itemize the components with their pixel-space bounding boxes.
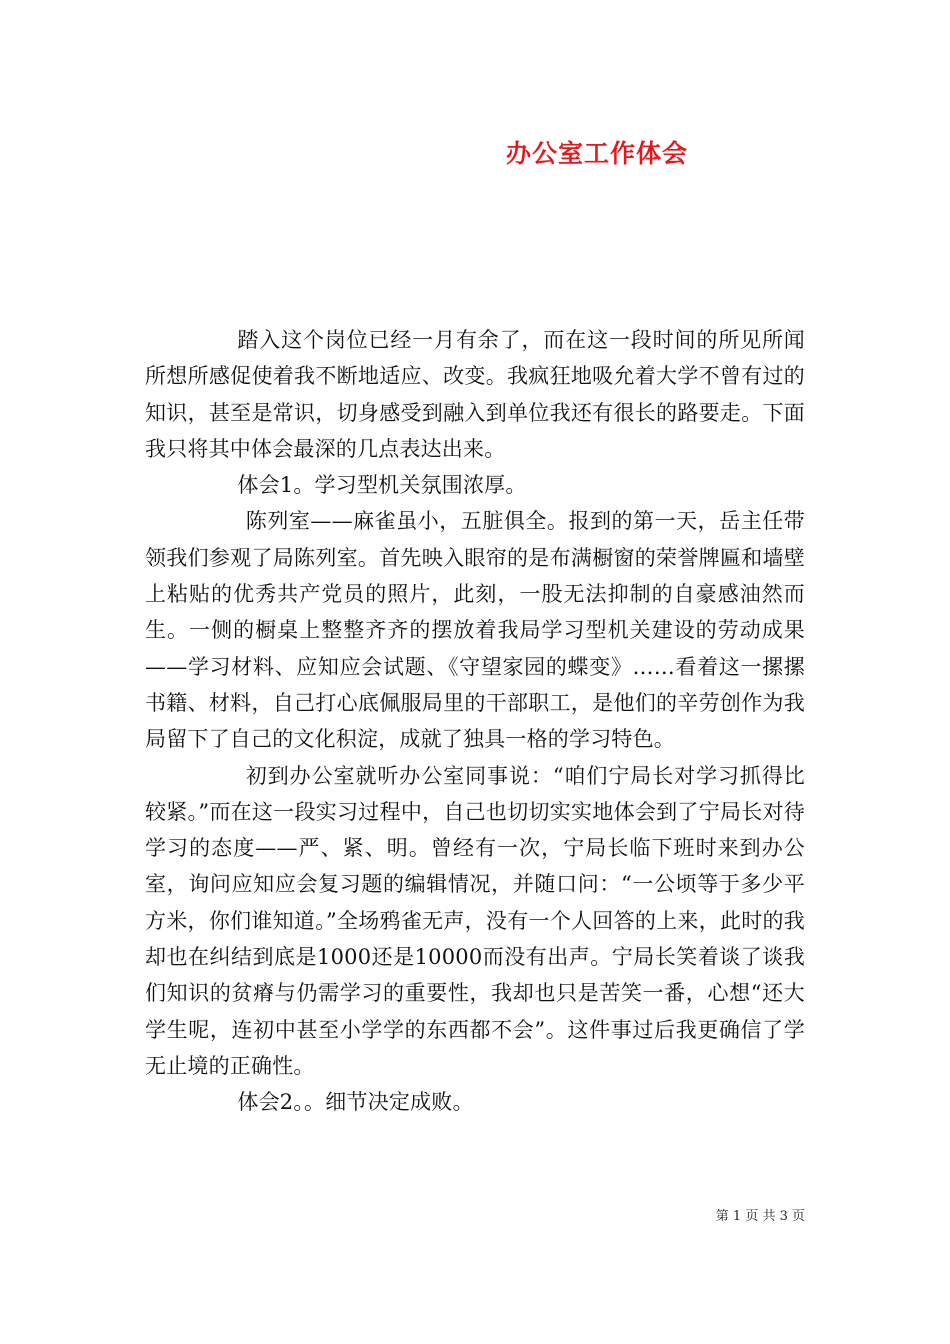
paragraph-heading-2: 体会2。。细节决定成败。	[237, 1090, 474, 1115]
document-body	[145, 322, 805, 1121]
page-number-footer: 第 1 页 共 3 页	[715, 1209, 805, 1224]
document-title: 办公室工作体会	[505, 139, 688, 168]
paragraph-intro: 踏入这个岗位已经一月有余了，而在这一段时间的所见所闻所想所感促使着我不断地适应、改变。我疯狂地吸允着大学不曾有过的知识，甚至是常识，切身感受到融入到单位我还有很长的路要走。下面我只将其中体会最深的几点表达出来。	[145, 328, 805, 461]
paragraph-office-learning: 初到办公室就听办公室同事说：“咱们宁局长对学习抓得比较紧。”而在这一段实习过程中，自己也切切实实地体会到了宁局长对待学习的态度——严、紧、明。曾经有一次，宁局长临下班时来到办公室，询问应知应会复习题的编辑情况，并随口问：“一公顷等于多少平方米，你们谁知道。”全场鸦雀无声，没有一个人回答的上来，此时的我却也在纠结到底是1000还是10000而没有出声。宁局长笑着谈了谈我们知识的贫瘠与仍需学习的重要性，我却也只是苦笑一番，心想“还大学生呢，连初中甚至小学学的东西都不会”。这件事过后我更确信了学无止境的正确性。	[145, 763, 805, 1078]
paragraph-heading-1: 体会1。学习型机关氛围浓厚。	[237, 473, 527, 498]
paragraph-showroom: 陈列室——麻雀虽小，五脏俱全。报到的第一天，岳主任带领我们参观了局陈列室。首先映入眼帘的是布满橱窗的荣誉牌匾和墙壁上粘贴的优秀共产党员的照片，此刻，一股无法抑制的自豪感油然而生。一侧的橱桌上整整齐齐的摆放着我局学习型机关建设的劳动成果——学习材料、应知应会试题、《守望家园的蝶变》……看着这一摞摞书籍、材料，自己打心底佩服局里的干部职工，是他们的辛劳创作为我局留下了自己的文化积淀，成就了独具一格的学习特色。	[145, 509, 805, 752]
